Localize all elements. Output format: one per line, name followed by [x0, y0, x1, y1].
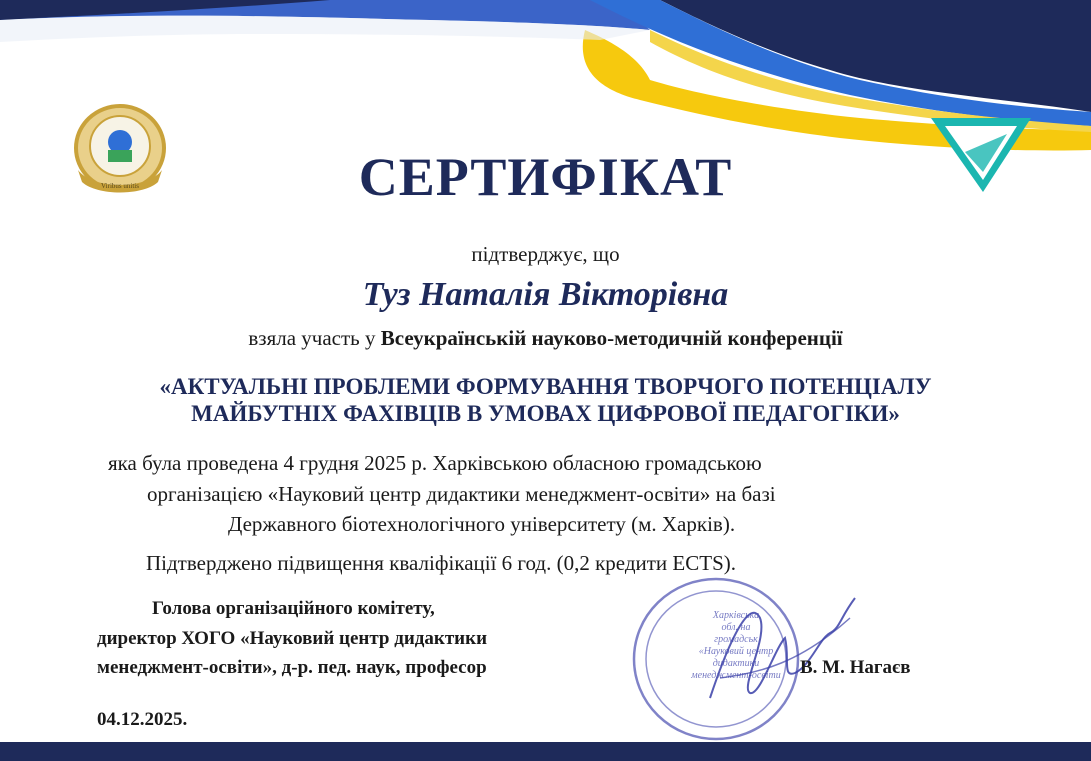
issue-date: 04.12.2025.	[97, 709, 188, 730]
bottom-band	[0, 742, 1091, 761]
details-line-2: організацією «Науковий центр дидактики менеджмент-освіти» на базі	[147, 482, 776, 506]
qualification-text: Підтверджено підвищення кваліфікації 6 год. (0,2 кредити ECTS).	[146, 551, 737, 575]
signatory-line-1: Голова організаційного комітету,	[152, 598, 435, 619]
details-line-3: Державного біотехнологічного університету (м. Харків).	[228, 512, 736, 536]
intro-text: підтверджує, що	[471, 242, 620, 266]
logo-motto: Viribus unitis	[101, 182, 139, 190]
signatory-name: В. М. Нагаєв	[800, 657, 911, 678]
handwritten-signature	[690, 578, 870, 718]
participation-line	[0, 326, 1091, 351]
stamp-line-4: «Науковий центр	[698, 646, 774, 657]
stamp-line-5: дидактики менеджмент-освіти	[691, 658, 781, 681]
recipient-name: Туз Наталія Вікторівна	[362, 276, 729, 313]
stamp-line-1: Харківська	[712, 610, 760, 621]
signatory-line-3: менеджмент-освіти», д-р. пед. наук, професор	[97, 657, 487, 678]
participation-prefix: взяла участь у	[248, 326, 381, 350]
stamp-line-2: обл. на	[721, 622, 751, 633]
event-name: Всеукраїнській науково-методичній конференції	[380, 326, 843, 350]
details-line-1: яка була проведена 4 грудня 2025 р. Харківською обласною громадською	[108, 451, 762, 475]
stamp-line-3: громадськ	[714, 634, 758, 645]
conference-topic	[0, 373, 1091, 427]
signatory-line-2: директор ХОГО «Науковий центр дидактики	[97, 628, 488, 649]
topic-line-2: МАЙБУТНІХ ФАХІВЦІВ В УМОВАХ ЦИФРОВОЇ ПЕДАГОГІКИ»	[191, 401, 900, 426]
topic-line-1: «АКТУАЛЬНІ ПРОБЛЕМИ ФОРМУВАННЯ ТВОРЧОГО ПОТЕНЦІАЛУ	[159, 374, 932, 399]
certificate-title: СЕРТИФІКАТ	[358, 147, 733, 207]
